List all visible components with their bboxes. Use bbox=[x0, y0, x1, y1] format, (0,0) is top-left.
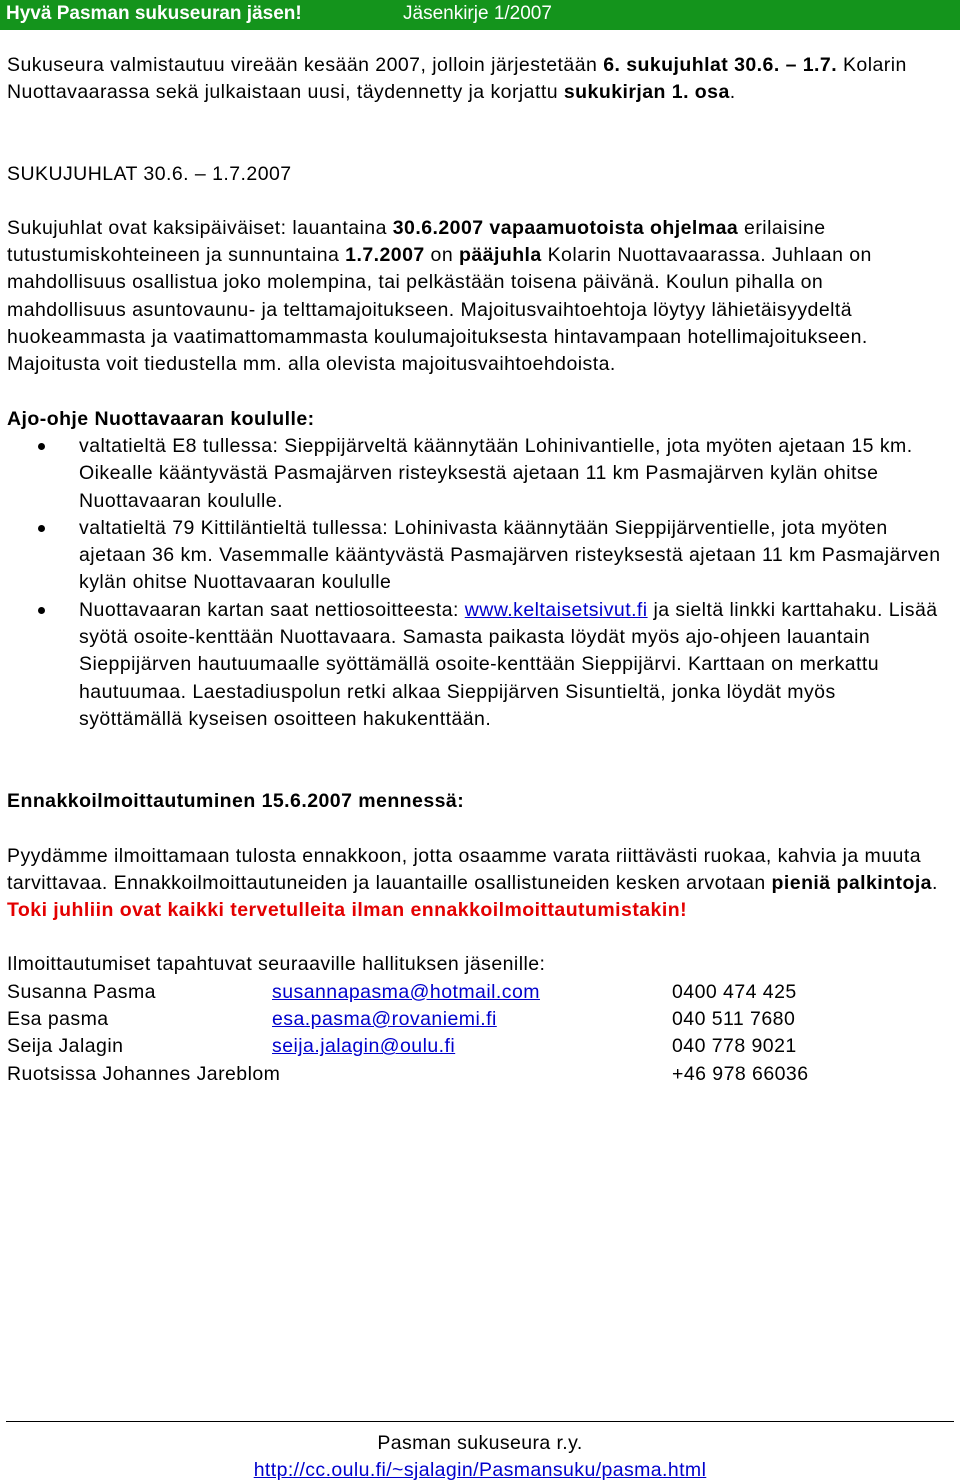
ajo-item3-rest: ja sieltä linkki karttahaku. Lisää syötä osoite-kenttään Nuottavaara. Samasta paikasta löydät myös ajo-ohjeen lauantain Sieppijärven hautuumaalle syöttämällä osoite-kenttään Sieppijärvi. Karttaan on merkattu hautuumaa. Laestadiuspolun retki alkaa Sieppijärven Sisuntieltä, jonka löydät myös syöttämällä kyseisen osoitteen hakukenttään. bbox=[79, 598, 938, 730]
table-row bbox=[7, 1006, 809, 1033]
letter-issue: Jäsenkirje 1/2007 bbox=[403, 3, 552, 24]
contact-phone: 0400 474 425 bbox=[672, 980, 797, 1003]
intro-text-2: Kolarin Nuottavaarassa sekä julkaistaan uusi, täydennetty ja korjattu bbox=[7, 54, 907, 104]
intro-book-title: sukukirjan 1. osa bbox=[563, 81, 730, 104]
list-item: valtatieltä E8 tullessa: Sieppijärveltä käännytään Lohinivantielle, jota myöten ajetaan 15 km. Oikealle kääntyvästä Pasmajärven risteyksestä ajetaan 11 km Pasmajärven kylän ohitse Nuottavaaran koululle. bbox=[79, 433, 943, 515]
contacts-intro: Ilmoittautumiset tapahtuvat seuraaville hallituksen jäsenille: bbox=[7, 953, 546, 976]
intro-festival-dates: 6. sukujuhlat 30.6. – 1.7. bbox=[603, 54, 838, 76]
sukujuhlat-saturday: 30.6.2007 vapaamuotoista ohjelmaa bbox=[392, 216, 739, 239]
ennakko-text-1: Pyydämme ilmoittamaan tulosta ennakkoon, jotta osaamme varata riittävästi ruokaa, kahvia ja muuta tarvittavaa. Ennakkoilmoittautuneiden ja lauantaille osallistuneiden kesken arvotaan bbox=[7, 844, 921, 894]
contact-name: Seija Jalagin bbox=[7, 1035, 124, 1058]
ennakko-text-2: . bbox=[931, 871, 938, 894]
sukujuhlat-text-3: on bbox=[424, 244, 460, 267]
intro-text-1: Sukuseura valmistautuu vireään kesään 2007, jolloin järjestetään bbox=[7, 54, 604, 76]
sukujuhlat-paragraph bbox=[7, 215, 943, 379]
contact-email-link[interactable]: esa.pasma@rovaniemi.fi bbox=[272, 1008, 497, 1031]
footer-divider bbox=[6, 1421, 954, 1422]
letter-body bbox=[7, 52, 943, 1088]
welcome-notice: Toki juhliin ovat kaikki tervetulleita ilman ennakkoilmoittautumistakin! bbox=[7, 899, 688, 922]
intro-paragraph bbox=[7, 52, 943, 107]
contact-name: Ruotsissa Johannes Jareblom bbox=[7, 1062, 281, 1085]
footer-url-link[interactable]: http://cc.oulu.fi/~sjalagin/Pasmansuku/pasma.html bbox=[253, 1459, 707, 1481]
contact-phone: 040 778 9021 bbox=[672, 1035, 797, 1058]
intro-text-3: . bbox=[729, 81, 736, 104]
contact-email-link[interactable]: susannapasma@hotmail.com bbox=[272, 980, 540, 1003]
ennakko-paragraph bbox=[7, 843, 943, 898]
contacts-table bbox=[7, 979, 809, 1088]
contact-phone: 040 511 7680 bbox=[672, 1008, 796, 1031]
sukujuhlat-text-1: Sukujuhlat ovat kaksipäiväiset: lauantaina bbox=[7, 216, 393, 239]
sukujuhlat-heading: SUKUJUHLAT 30.6. – 1.7.2007 bbox=[7, 162, 292, 185]
contact-phone: +46 978 66036 bbox=[672, 1062, 809, 1085]
contact-email-link[interactable]: seija.jalagin@oulu.fi bbox=[272, 1035, 456, 1058]
table-row bbox=[7, 1061, 809, 1088]
ajo-item3-text: Nuottavaaran kartan saat nettiosoitteesta: bbox=[79, 598, 465, 621]
footer bbox=[0, 1430, 960, 1484]
contact-name: Esa pasma bbox=[7, 1008, 109, 1031]
ennakko-prizes: pieniä palkintoja bbox=[771, 871, 932, 894]
list-item bbox=[79, 597, 943, 733]
footer-org: Pasman sukuseura r.y. bbox=[377, 1432, 583, 1454]
letter-header-bar bbox=[0, 0, 960, 30]
contact-name: Susanna Pasma bbox=[7, 980, 156, 1003]
sukujuhlat-main-festival: pääjuhla bbox=[459, 244, 542, 267]
sukujuhlat-text-2: erilaisine tutustumiskohteineen ja sunnuntaina bbox=[7, 216, 826, 267]
list-item: valtatieltä 79 Kittiläntieltä tullessa: Lohinivasta käännytään Sieppijärventielle, jota myöten ajetaan 36 km. Vasemmalle kääntyvästä Pasmajärven risteyksestä ajetaan 11 km Pasmajärven kylän ohitse Nuottavaaran koululle bbox=[79, 515, 943, 597]
sukujuhlat-text-4: Kolarin Nuottavaarassa. Juhlaan on mahdollisuus osallistua joko molempina, tai pelkästään toisena päivänä. Koulun pihalla on mahdollisuus asuntovaunu- ja telttamajoitukseen. Majoitusvaihtoehtoja löytyy lähietäisyydeltä huokeammasta ja vaatimattomammasta koulumajoituksesta hintavampaan hotellimajoitukseen. Majoitusta voit tiedustella mm. alla olevista majoitusvaihtoehdoista. bbox=[7, 244, 872, 376]
table-row bbox=[7, 1033, 809, 1060]
ajo-heading: Ajo-ohje Nuottavaaran koululle: bbox=[7, 407, 315, 430]
keltaisetsivut-link[interactable]: www.keltaisetsivut.fi bbox=[464, 598, 648, 621]
letter-greeting: Hyvä Pasman sukuseuran jäsen! bbox=[6, 3, 302, 24]
table-row bbox=[7, 979, 809, 1006]
ajo-list bbox=[7, 433, 943, 733]
sukujuhlat-sunday-date: 1.7.2007 bbox=[345, 244, 425, 267]
ennakko-heading: Ennakkoilmoittautuminen 15.6.2007 mennessä: bbox=[7, 790, 465, 813]
